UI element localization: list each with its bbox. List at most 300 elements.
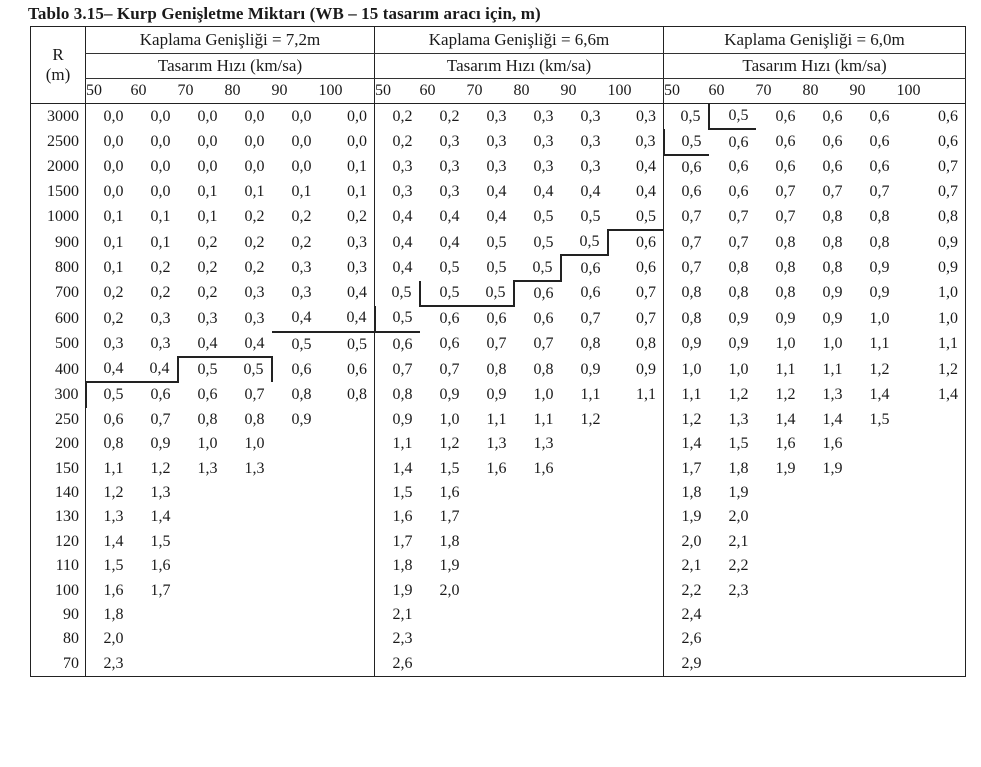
value-cell: 1,1 bbox=[822, 360, 843, 378]
value-cell: 0,4 bbox=[580, 183, 601, 201]
value-cell: 0,3 bbox=[244, 284, 265, 302]
value-cell: 0,3 bbox=[533, 133, 554, 151]
value-cell: 1,2 bbox=[580, 410, 601, 428]
value-cell: 0,6 bbox=[636, 259, 657, 277]
value-cell: 0,4 bbox=[375, 255, 420, 280]
value-cell bbox=[319, 603, 375, 627]
speed-header-cell: 50 bbox=[375, 79, 420, 104]
value-cell bbox=[272, 505, 319, 529]
value-cell: 1,9 bbox=[728, 484, 749, 502]
value-cell: 0,3 bbox=[580, 158, 601, 176]
value-cell: 1,3 bbox=[86, 505, 131, 529]
value-cell: 0,8 bbox=[244, 410, 265, 428]
r-label: R bbox=[52, 45, 64, 64]
value-cell: 1,0 bbox=[869, 309, 890, 327]
value-cell: 0,8 bbox=[664, 281, 709, 306]
value-cell: 2,0 bbox=[664, 530, 709, 554]
value-cell: 0,6 bbox=[636, 234, 657, 252]
value-cell: 0,3 bbox=[580, 107, 601, 125]
group-3-speed-header: Tasarım Hızı (km/sa) bbox=[664, 54, 966, 79]
radius-cell: 400 bbox=[31, 357, 86, 382]
value-cell: 0,6 bbox=[439, 335, 460, 353]
value-cell bbox=[272, 456, 319, 480]
table-row bbox=[31, 627, 966, 651]
value-cell bbox=[803, 603, 850, 627]
value-cell: 1,6 bbox=[822, 435, 843, 453]
value-cell bbox=[514, 603, 561, 627]
value-cell: 0,1 bbox=[86, 205, 131, 230]
value-cell bbox=[803, 505, 850, 529]
value-cell bbox=[178, 652, 225, 677]
value-cell: 0,5 bbox=[580, 208, 601, 226]
table-row bbox=[31, 481, 966, 505]
value-cell: 0,2 bbox=[150, 259, 171, 277]
radius-cell: 250 bbox=[31, 408, 86, 432]
value-cell: 0,5 bbox=[347, 335, 368, 353]
value-cell bbox=[756, 578, 803, 602]
value-cell bbox=[225, 578, 272, 602]
value-cell: 1,0 bbox=[439, 410, 460, 428]
group-1-width-header: Kaplama Genişliği = 7,2m bbox=[86, 27, 375, 54]
value-cell: 0,2 bbox=[197, 233, 218, 251]
value-cell bbox=[850, 578, 897, 602]
value-cell: 0,2 bbox=[291, 208, 312, 226]
table-row bbox=[31, 530, 966, 554]
value-cell: 0,6 bbox=[486, 310, 507, 328]
value-cell: 1,3 bbox=[728, 410, 749, 428]
value-cell: 0,7 bbox=[869, 183, 890, 201]
value-cell: 0,4 bbox=[225, 332, 272, 357]
value-cell: 1,1 bbox=[636, 385, 657, 403]
value-cell: 0,6 bbox=[897, 104, 966, 130]
value-cell: 1,3 bbox=[150, 484, 171, 502]
value-cell: 0,6 bbox=[664, 155, 709, 180]
group-2-speed-header: Tasarım Hızı (km/sa) bbox=[375, 54, 664, 79]
radius-cell: 140 bbox=[31, 481, 86, 505]
value-cell: 0,8 bbox=[775, 259, 796, 277]
value-cell: 1,0 bbox=[197, 435, 218, 453]
value-cell: 1,5 bbox=[375, 481, 420, 505]
value-cell: 1,3 bbox=[822, 385, 843, 403]
value-cell: 1,4 bbox=[375, 456, 420, 480]
value-cell: 2,3 bbox=[86, 652, 131, 677]
value-cell: 0,7 bbox=[533, 335, 554, 353]
value-cell bbox=[178, 603, 225, 627]
value-cell bbox=[272, 652, 319, 677]
value-cell: 1,3 bbox=[197, 459, 218, 477]
value-cell: 0,7 bbox=[375, 357, 420, 382]
value-cell: 0,0 bbox=[197, 158, 218, 176]
value-cell bbox=[756, 652, 803, 677]
value-cell: 1,2 bbox=[897, 357, 966, 382]
radius-cell: 70 bbox=[31, 652, 86, 677]
value-cell: 0,6 bbox=[728, 133, 749, 151]
value-cell bbox=[225, 603, 272, 627]
value-cell: 1,6 bbox=[439, 484, 460, 502]
value-cell bbox=[319, 627, 375, 651]
value-cell bbox=[319, 554, 375, 578]
value-cell bbox=[467, 578, 514, 602]
value-cell: 0,6 bbox=[439, 310, 460, 328]
speed-header-cell: 70 bbox=[467, 79, 514, 104]
value-cell: 0,5 bbox=[420, 281, 467, 306]
value-cell: 0,9 bbox=[869, 284, 890, 302]
value-cell bbox=[467, 481, 514, 505]
value-cell: 0,6 bbox=[197, 385, 218, 403]
value-cell: 0,1 bbox=[86, 255, 131, 280]
value-cell: 0,1 bbox=[86, 230, 131, 255]
value-cell: 1,0 bbox=[664, 357, 709, 382]
value-cell bbox=[225, 652, 272, 677]
value-cell: 0,7 bbox=[150, 410, 171, 428]
value-cell: 0,2 bbox=[197, 259, 218, 277]
value-cell bbox=[850, 603, 897, 627]
value-cell: 0,0 bbox=[291, 133, 312, 151]
value-cell: 0,2 bbox=[291, 233, 312, 251]
value-cell: 0,5 bbox=[664, 129, 709, 154]
value-cell bbox=[514, 554, 561, 578]
value-cell: 0,6 bbox=[775, 133, 796, 151]
value-cell: 0,1 bbox=[347, 183, 368, 201]
value-cell bbox=[897, 432, 966, 456]
value-cell bbox=[319, 578, 375, 602]
speed-header-cell: 50 bbox=[664, 79, 709, 104]
value-cell: 0,4 bbox=[272, 306, 319, 331]
value-cell: 2,3 bbox=[375, 627, 420, 651]
value-cell: 0,0 bbox=[86, 104, 131, 130]
value-cell bbox=[561, 432, 608, 456]
table-row bbox=[31, 230, 966, 255]
value-cell: 0,3 bbox=[439, 158, 460, 176]
value-cell: 0,0 bbox=[291, 107, 312, 125]
value-cell: 0,0 bbox=[197, 107, 218, 125]
value-cell: 2,6 bbox=[664, 627, 709, 651]
radius-cell: 110 bbox=[31, 554, 86, 578]
value-cell bbox=[319, 481, 375, 505]
value-cell: 0,4 bbox=[319, 306, 375, 331]
value-cell: 0,0 bbox=[244, 133, 265, 151]
value-cell: 1,5 bbox=[728, 435, 749, 453]
value-cell: 0,4 bbox=[375, 230, 420, 255]
r-column-header bbox=[31, 27, 86, 104]
value-cell bbox=[420, 652, 467, 677]
value-cell: 0,8 bbox=[822, 259, 843, 277]
value-cell bbox=[608, 432, 664, 456]
value-cell bbox=[709, 652, 756, 677]
value-cell: 0,5 bbox=[467, 281, 514, 306]
value-cell: 0,2 bbox=[86, 306, 131, 331]
value-cell: 0,3 bbox=[635, 133, 656, 151]
value-cell: 1,5 bbox=[150, 532, 171, 550]
value-cell: 2,6 bbox=[375, 652, 420, 677]
value-cell bbox=[897, 408, 966, 432]
value-cell: 0,9 bbox=[375, 408, 420, 432]
speed-header-cell: 90 bbox=[850, 79, 897, 104]
value-cell: 0,3 bbox=[533, 158, 554, 176]
value-cell bbox=[756, 554, 803, 578]
value-cell: 0,5 bbox=[486, 233, 507, 251]
value-cell: 0,4 bbox=[533, 183, 554, 201]
table-caption: Tablo 3.15– Kurp Genişletme Miktarı (WB – 15 tasarım aracı için, m) bbox=[28, 4, 541, 23]
value-cell: 0,0 bbox=[197, 133, 218, 151]
value-cell bbox=[608, 578, 664, 602]
table-row bbox=[31, 332, 966, 357]
value-cell: 1,9 bbox=[439, 557, 460, 575]
value-cell bbox=[561, 505, 608, 529]
value-cell bbox=[514, 481, 561, 505]
table-row bbox=[31, 603, 966, 627]
value-cell: 0,7 bbox=[486, 335, 507, 353]
table-row bbox=[31, 281, 966, 306]
value-cell: 0,7 bbox=[897, 180, 966, 204]
value-cell: 0,1 bbox=[244, 183, 265, 201]
table-row bbox=[31, 432, 966, 456]
value-cell bbox=[803, 530, 850, 554]
value-cell: 0,2 bbox=[197, 284, 218, 302]
value-cell: 0,8 bbox=[291, 385, 312, 403]
value-cell bbox=[514, 627, 561, 651]
value-cell: 0,7 bbox=[822, 183, 843, 201]
value-cell: 1,1 bbox=[664, 382, 709, 407]
value-cell bbox=[709, 603, 756, 627]
value-cell bbox=[608, 530, 664, 554]
value-cell: 0,9 bbox=[636, 360, 657, 378]
value-cell bbox=[131, 603, 178, 627]
value-cell: 0,5 bbox=[439, 259, 460, 277]
value-cell bbox=[897, 578, 966, 602]
value-cell bbox=[897, 505, 966, 529]
value-cell: 0,0 bbox=[291, 158, 312, 176]
group-1-speed-header: Tasarım Hızı (km/sa) bbox=[86, 54, 375, 79]
radius-cell: 300 bbox=[31, 382, 86, 407]
table-row bbox=[31, 578, 966, 602]
value-cell: 0,5 bbox=[608, 205, 664, 230]
value-cell bbox=[850, 627, 897, 651]
value-cell: 1,8 bbox=[728, 459, 749, 477]
value-cell: 0,3 bbox=[375, 180, 420, 204]
radius-cell: 80 bbox=[31, 627, 86, 651]
value-cell: 1,2 bbox=[775, 385, 796, 403]
value-cell: 0,7 bbox=[775, 183, 796, 201]
value-cell: 0,4 bbox=[439, 233, 460, 251]
value-cell bbox=[514, 652, 561, 677]
value-cell bbox=[272, 432, 319, 456]
value-cell: 0,3 bbox=[439, 133, 460, 151]
value-cell: 0,2 bbox=[439, 107, 460, 125]
group-2-width-header: Kaplama Genişliği = 6,6m bbox=[375, 27, 664, 54]
curve-widening-table bbox=[30, 26, 966, 677]
value-cell bbox=[178, 627, 225, 651]
value-cell: 0,3 bbox=[150, 335, 171, 353]
value-cell bbox=[467, 505, 514, 529]
value-cell: 0,8 bbox=[775, 233, 796, 251]
value-cell: 0,4 bbox=[439, 208, 460, 226]
value-cell: 0,9 bbox=[486, 385, 507, 403]
speed-header-cell: 70 bbox=[178, 79, 225, 104]
value-cell: 0,7 bbox=[636, 309, 657, 327]
radius-cell: 130 bbox=[31, 505, 86, 529]
value-cell bbox=[803, 652, 850, 677]
value-cell bbox=[178, 578, 225, 602]
value-cell: 0,3 bbox=[347, 233, 368, 251]
value-cell: 0,8 bbox=[869, 208, 890, 226]
value-cell: 0,8 bbox=[580, 335, 601, 353]
value-cell: 0,5 bbox=[375, 306, 420, 331]
value-cell: 0,3 bbox=[150, 309, 171, 327]
radius-cell: 2000 bbox=[31, 155, 86, 180]
speed-header-cell: 100 bbox=[608, 79, 664, 104]
value-cell: 1,9 bbox=[664, 505, 709, 529]
value-cell: 0,3 bbox=[347, 259, 368, 277]
radius-cell: 200 bbox=[31, 432, 86, 456]
value-cell: 0,6 bbox=[150, 386, 171, 404]
table-row bbox=[31, 456, 966, 480]
speed-header-cell: 70 bbox=[756, 79, 803, 104]
value-cell: 1,1 bbox=[897, 332, 966, 357]
value-cell: 0,4 bbox=[636, 183, 657, 201]
radius-cell: 90 bbox=[31, 603, 86, 627]
value-cell: 0,4 bbox=[486, 208, 507, 226]
value-cell: 1,4 bbox=[775, 410, 796, 428]
value-cell: 2,1 bbox=[728, 532, 749, 550]
value-cell: 1,8 bbox=[375, 554, 420, 578]
value-cell: 0,3 bbox=[580, 133, 601, 151]
speed-header-cell: 90 bbox=[561, 79, 608, 104]
speed-header-cell: 60 bbox=[131, 79, 178, 104]
value-cell bbox=[272, 627, 319, 651]
value-cell: 1,8 bbox=[664, 481, 709, 505]
value-cell: 0,2 bbox=[375, 129, 420, 154]
value-cell: 0,4 bbox=[347, 284, 368, 302]
value-cell: 0,6 bbox=[580, 259, 601, 277]
value-cell: 2,1 bbox=[375, 603, 420, 627]
value-cell bbox=[514, 530, 561, 554]
radius-cell: 800 bbox=[31, 255, 86, 280]
value-cell: 0,8 bbox=[486, 360, 507, 378]
value-cell: 1,2 bbox=[86, 481, 131, 505]
value-cell bbox=[467, 603, 514, 627]
value-cell: 0,6 bbox=[869, 133, 890, 151]
value-cell: 0,8 bbox=[636, 335, 657, 353]
table-row bbox=[31, 554, 966, 578]
radius-cell: 1500 bbox=[31, 180, 86, 204]
value-cell: 0,0 bbox=[150, 158, 171, 176]
value-cell: 1,5 bbox=[439, 459, 460, 477]
value-cell bbox=[850, 432, 897, 456]
value-cell bbox=[225, 554, 272, 578]
value-cell: 0,9 bbox=[822, 284, 843, 302]
value-cell bbox=[561, 481, 608, 505]
speed-header-cell: 100 bbox=[897, 79, 966, 104]
value-cell: 0,6 bbox=[533, 284, 554, 302]
value-cell: 1,6 bbox=[150, 557, 171, 575]
value-cell: 1,7 bbox=[375, 530, 420, 554]
value-cell: 0,9 bbox=[150, 435, 171, 453]
value-cell: 0,3 bbox=[486, 158, 507, 176]
value-cell: 1,5 bbox=[869, 410, 890, 428]
value-cell bbox=[608, 554, 664, 578]
value-cell: 1,2 bbox=[664, 408, 709, 432]
value-cell: 1,0 bbox=[533, 385, 554, 403]
value-cell: 0,5 bbox=[533, 208, 554, 226]
value-cell: 0,6 bbox=[291, 360, 312, 378]
value-cell: 0,8 bbox=[728, 259, 749, 277]
value-cell: 1,2 bbox=[869, 360, 890, 378]
value-cell: 0,7 bbox=[728, 233, 749, 251]
radius-cell: 900 bbox=[31, 230, 86, 255]
value-cell: 0,5 bbox=[533, 233, 554, 251]
table-row bbox=[31, 180, 966, 204]
value-cell: 0,5 bbox=[709, 104, 756, 130]
value-cell: 0,6 bbox=[822, 133, 843, 151]
value-cell: 0,9 bbox=[664, 332, 709, 357]
table-body bbox=[31, 104, 966, 677]
value-cell bbox=[272, 530, 319, 554]
value-cell: 0,8 bbox=[86, 432, 131, 456]
value-cell: 0,5 bbox=[514, 255, 561, 280]
value-cell: 0,7 bbox=[439, 360, 460, 378]
value-cell: 0,6 bbox=[533, 309, 554, 327]
value-cell: 0,0 bbox=[347, 107, 368, 125]
value-cell: 0,3 bbox=[197, 309, 218, 327]
value-cell: 0,0 bbox=[86, 180, 131, 204]
value-cell: 0,4 bbox=[375, 205, 420, 230]
value-cell bbox=[608, 603, 664, 627]
value-cell: 0,1 bbox=[291, 183, 312, 201]
speed-header-cell: 80 bbox=[803, 79, 850, 104]
value-cell: 0,6 bbox=[822, 158, 843, 176]
value-cell bbox=[420, 603, 467, 627]
value-cell: 0,5 bbox=[225, 357, 272, 382]
value-cell bbox=[225, 481, 272, 505]
value-cell bbox=[178, 530, 225, 554]
value-cell bbox=[178, 481, 225, 505]
value-cell: 0,7 bbox=[728, 208, 749, 226]
table-row bbox=[31, 505, 966, 529]
value-cell bbox=[850, 456, 897, 480]
value-cell: 1,0 bbox=[897, 281, 966, 306]
value-cell: 1,6 bbox=[533, 459, 554, 477]
table-row bbox=[31, 382, 966, 407]
value-cell: 1,0 bbox=[728, 360, 749, 378]
value-cell bbox=[850, 652, 897, 677]
value-cell bbox=[561, 530, 608, 554]
value-cell: 0,5 bbox=[86, 382, 131, 407]
value-cell: 1,9 bbox=[375, 578, 420, 602]
value-cell: 0,6 bbox=[897, 129, 966, 154]
value-cell: 2,4 bbox=[664, 603, 709, 627]
value-cell: 0,5 bbox=[664, 104, 709, 130]
value-cell: 0,8 bbox=[347, 385, 368, 403]
value-cell: 1,4 bbox=[822, 410, 843, 428]
value-cell bbox=[850, 505, 897, 529]
value-cell: 0,9 bbox=[728, 335, 749, 353]
value-cell bbox=[561, 652, 608, 677]
value-cell: 1,2 bbox=[150, 459, 171, 477]
value-cell: 1,4 bbox=[86, 530, 131, 554]
value-cell: 0,5 bbox=[291, 335, 312, 353]
value-cell: 1,0 bbox=[775, 335, 796, 353]
value-cell: 0,7 bbox=[664, 255, 709, 280]
value-cell: 2,0 bbox=[86, 627, 131, 651]
value-cell: 1,7 bbox=[150, 581, 171, 599]
value-cell: 0,8 bbox=[197, 410, 218, 428]
value-cell: 1,3 bbox=[244, 459, 265, 477]
value-cell: 0,3 bbox=[439, 183, 460, 201]
value-cell: 0,9 bbox=[869, 259, 890, 277]
value-cell: 0,5 bbox=[375, 281, 420, 306]
table-row bbox=[31, 306, 966, 331]
